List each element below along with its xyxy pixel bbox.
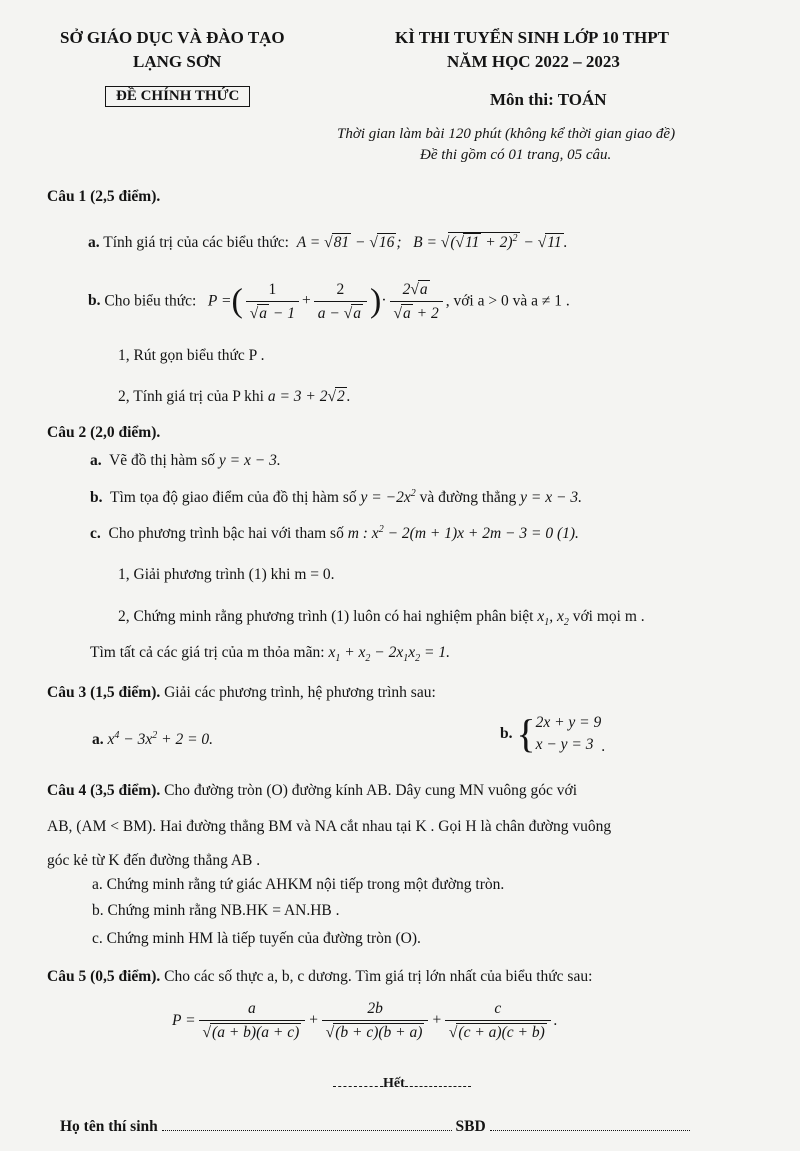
q2-title: Câu 2 (2,0 điểm).: [47, 424, 161, 441]
exam-title: KÌ THI TUYỂN SINH LỚP 10 THPT: [395, 28, 669, 47]
name-blank[interactable]: [162, 1130, 452, 1131]
q4-line3: góc kẻ từ K đến đường thẳng AB .: [47, 852, 261, 869]
q1b2: 2, Tính giá trị của P khi a = 3 + 2√2 .: [118, 388, 351, 405]
official-stamp: ĐỀ CHÍNH THỨC: [105, 86, 250, 107]
subject: Môn thi: TOÁN: [490, 90, 607, 109]
pages-note: Đề thi gồm có 01 trang, 05 câu.: [420, 147, 612, 163]
q1a-formula: A = √81 − √16 ; $B = √(√11 + 2)^2 - √11$ .: [292, 233, 568, 252]
q4c: c. Chứng minh HM là tiếp tuyến của đường tròn (O).: [92, 930, 421, 947]
q2c: c. Cho phương trình bậc hai với tham số m : $x^2 - 2(m + 1)x + 2m - 3 = 0$ (1).: [90, 524, 579, 543]
q3a: a. $x^4 - 3x^2 + 2 = 0$.: [92, 730, 214, 749]
q5-line: Câu 5 (0,5 điểm). Cho các số thực a, b, c dương. Tìm giá trị lớn nhất của biểu thức sau:: [47, 968, 593, 985]
candidate-line: Họ tên thí sinh SBD: [60, 1118, 690, 1136]
end-marker: Hết: [333, 1076, 471, 1092]
q1-title: Câu 1 (2,5 điểm).: [47, 188, 161, 205]
q2c3: Tìm tất cả các giá trị của m thỏa mãn: $x_1 + x_2 - 2x_1x_2 = 1$.: [90, 644, 450, 665]
q4b: b. Chứng minh rằng NB.HK = AN.HB .: [92, 902, 340, 919]
q1a: a. Tính giá trị của các biểu thức: A = √81 − √16 ; $B = √(√11 + 2)^2 - √11$ .: [88, 233, 568, 252]
school-year: NĂM HỌC 2022 – 2023: [447, 52, 620, 71]
dept-name: SỞ GIÁO DỤC VÀ ĐÀO TẠO: [60, 28, 285, 47]
q2c1: 1, Giải phương trình (1) khi m = 0.: [118, 566, 335, 583]
q3-line: Câu 3 (1,5 điểm). Giải các phương trình, hệ phương trình sau:: [47, 684, 436, 701]
q2a: a. Vẽ đồ thị hàm số y = x − 3.: [90, 452, 281, 469]
q1b1: 1, Rút gọn biểu thức P .: [118, 347, 265, 364]
q1b-formula: P =: [200, 292, 232, 310]
q1b: b. Cho biểu thức: P =( $\frac{1}{√a - 1}$ + $\frac{2}{a - √a}$ )· $\frac{2√a}{√a + 2}$ , với a > 0 và a ≠ 1 .: [88, 280, 570, 322]
time-note: Thời gian làm bài 120 phút (không kể thời gian giao đề): [337, 126, 676, 142]
q2b: b. Tìm tọa độ giao điểm của đồ thị hàm số $y = -2x^2$ và đường thẳng y = x − 3.: [90, 488, 582, 507]
q5-formula: P = $\frac{a}{√(a + b)(a + c)}$ + $\frac{2b}{√(b + c)(b + a)}$ + $\frac{c}{√(c + a)(c + b)}$ .: [172, 1000, 558, 1041]
province-name: LẠNG SƠN: [133, 52, 222, 71]
q4-line2: AB, (AM < BM). Hai đường thẳng BM và NA cắt nhau tại K . Gọi H là chân đường vuông: [47, 818, 612, 835]
q3b: b. { 2x + y = 9 x − y = 3 .: [500, 711, 606, 756]
sbd-blank[interactable]: [490, 1130, 690, 1131]
q4-line1: Câu 4 (3,5 điểm). Cho đường tròn (O) đường kính AB. Dây cung MN vuông góc với: [47, 782, 578, 799]
q4a: a. Chứng minh rằng tứ giác AHKM nội tiếp trong một đường tròn.: [92, 876, 505, 893]
q2c2: 2, Chứng minh rằng phương trình (1) luôn có hai nghiệm phân biệt $x_1$, $x_2$ với mọi m .: [118, 608, 645, 629]
